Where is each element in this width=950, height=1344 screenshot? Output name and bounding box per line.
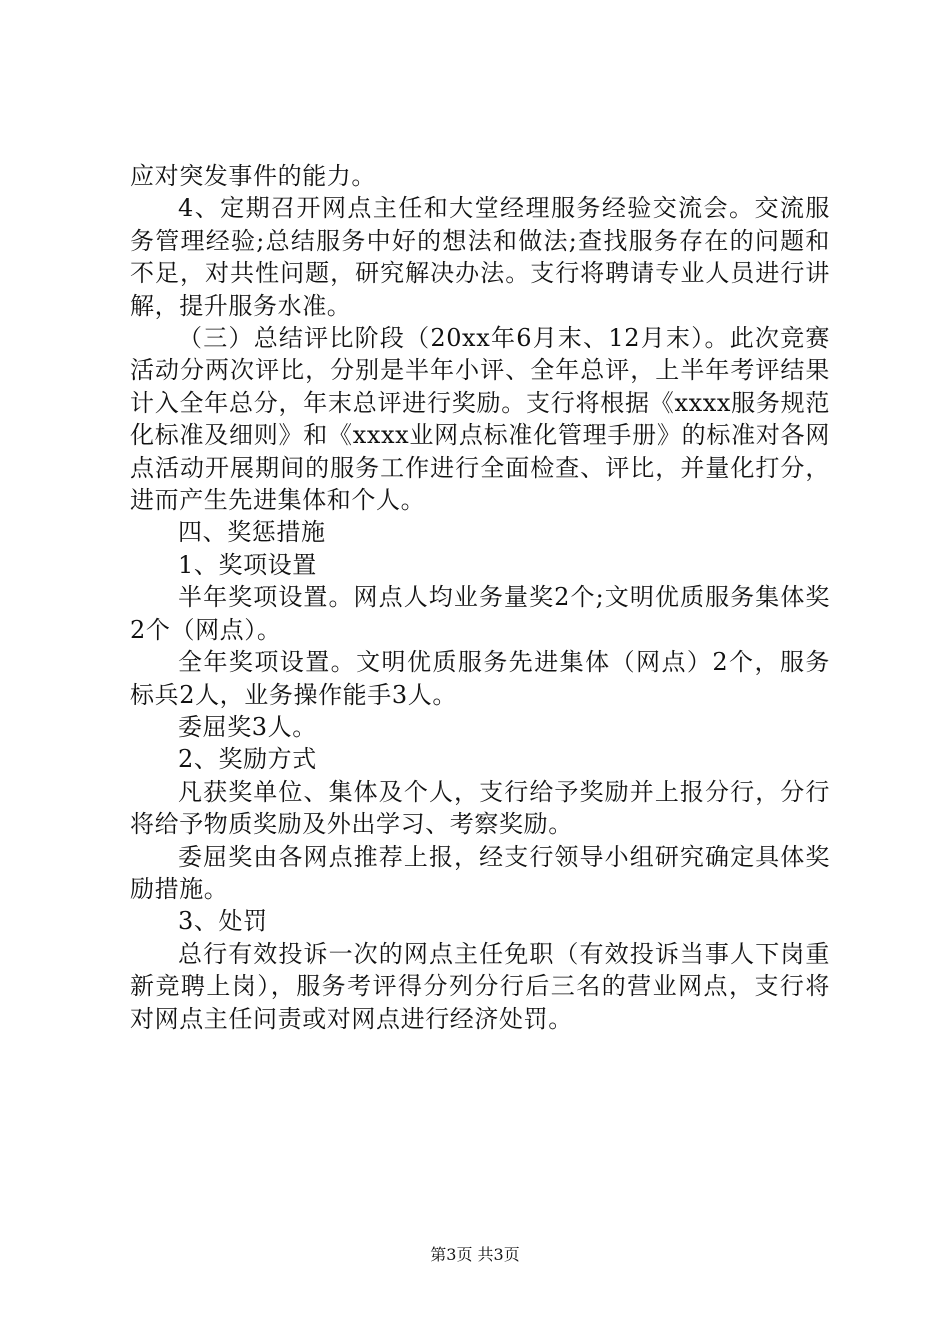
- paragraph-full-year-awards: 全年奖项设置。文明优质服务先进集体（网点）2个，服务标兵2人，业务操作能手3人。: [130, 648, 830, 709]
- document-body: [130, 160, 830, 1035]
- paragraph-half-year-awards: 半年奖项设置。网点人均业务量奖2个;文明优质服务集体奖2个（网点）。: [130, 583, 830, 644]
- paragraph-2: 4、定期召开网点主任和大堂经理服务经验交流会。交流服务管理经验;总结服务中好的想法和做法;查找服务存在的问题和不足，对共性问题，研究解决办法。支行将聘请专业人员进行讲解，提升服务水准。: [130, 194, 830, 320]
- paragraph-1: 应对突发事件的能力。: [130, 162, 376, 190]
- paragraph-reward-method: 凡获奖单位、集体及个人，支行给予奖励并上报分行，分行将给予物质奖励及外出学习、考察奖励。: [130, 777, 830, 839]
- subheading-award-settings: 1、奖项设置: [178, 550, 317, 579]
- section-heading-rewards: 四、奖惩措施: [178, 518, 326, 547]
- page-number-footer: 第3页 共3页: [430, 1245, 520, 1264]
- paragraph-grievance-award: 委屈奖3人。: [178, 712, 317, 741]
- subheading-reward-method: 2、奖励方式: [178, 745, 317, 774]
- subheading-penalty: 3、处罚: [178, 907, 268, 936]
- paragraph-penalty: 总行有效投诉一次的网点主任免职（有效投诉当事人下岗重新竞聘上岗），服务考评得分列分行后三名的营业网点，支行将对网点主任问责或对网点进行经济处罚。: [130, 939, 830, 1033]
- paragraph-3: （三）总结评比阶段（20xx年6月末、12月末）。此次竞赛活动分两次评比，分别是半年小评、全年总评，上半年考评结果计入全年总分，年末总评进行奖励。支行将根据《xxxx服务规范化标准及细则》和《xxxx业网点标准化管理手册》的标准对各网点活动开展期间的服务工作进行全面检查、评比，并量化打分，进而产生先进集体和个人。: [130, 324, 830, 515]
- paragraph-grievance-method: 委屈奖由各网点推荐上报，经支行领导小组研究确定具体奖励措施。: [130, 842, 830, 903]
